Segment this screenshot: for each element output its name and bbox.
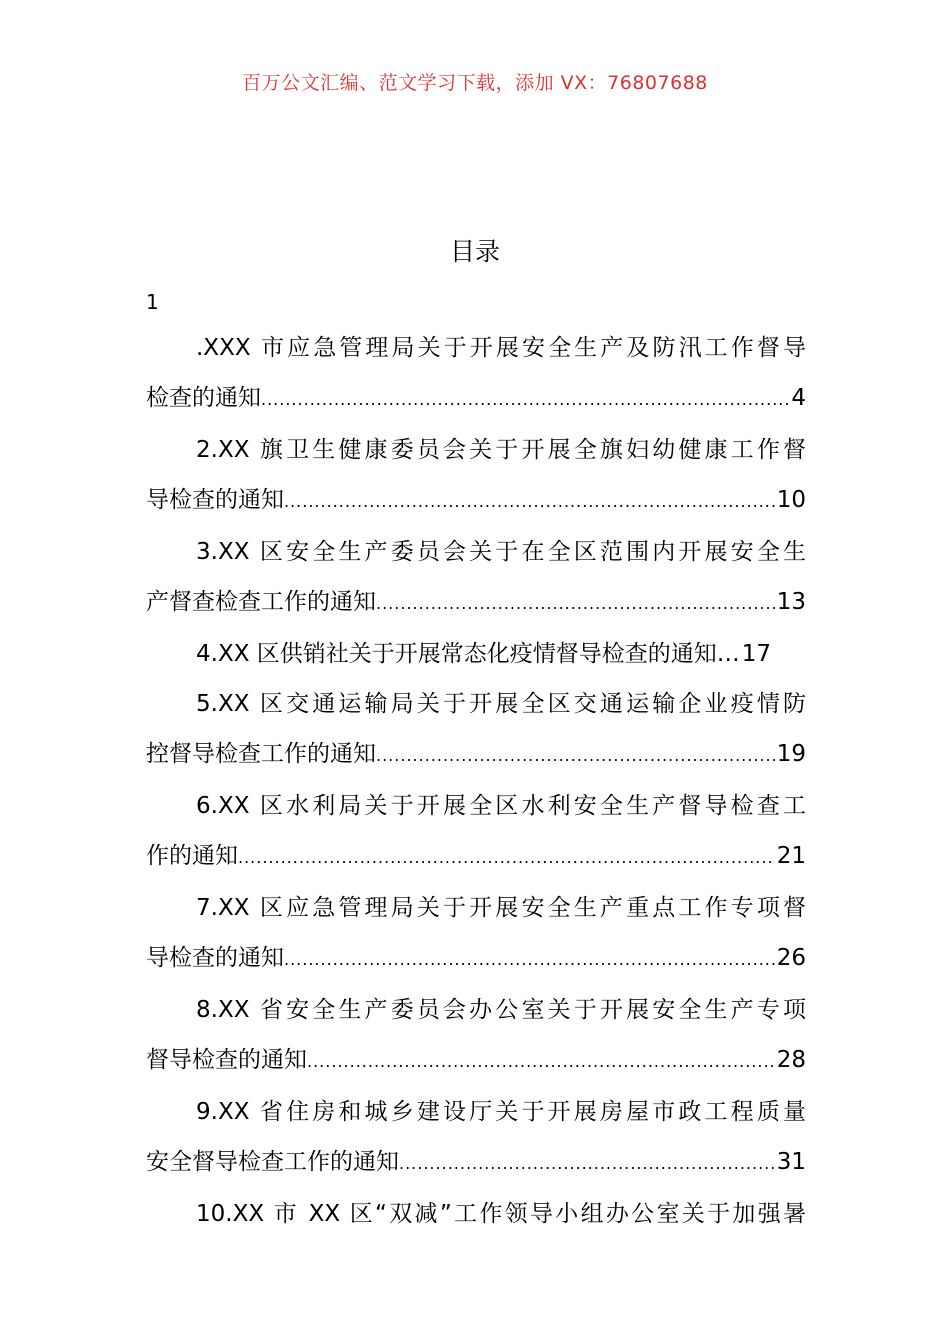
toc-entry-4	[146, 629, 806, 679]
stray-number: 1	[146, 290, 159, 314]
table-of-contents	[146, 323, 806, 1239]
toc-entry-continuation	[146, 1035, 806, 1087]
toc-entry-continuation	[146, 1137, 806, 1189]
dot-leader	[284, 935, 775, 985]
dot-leader	[284, 477, 775, 527]
toc-entry-title-cont: 产督查检查工作的通知	[146, 589, 376, 615]
toc-page-number: 4	[791, 385, 806, 411]
toc-entry-7	[146, 883, 806, 985]
toc-page-number: 13	[776, 589, 806, 615]
toc-entry-1	[146, 323, 806, 425]
dot-leader	[399, 1139, 775, 1189]
toc-entry-2	[146, 425, 806, 527]
toc-entry-continuation	[146, 577, 806, 629]
toc-entry-title-cont: 作的通知	[146, 843, 238, 869]
toc-entry-continuation	[146, 475, 806, 527]
toc-entry-title: 8.XX 省安全生产委员会办公室关于开展安全生产专项	[196, 997, 806, 1023]
toc-entry-title: 5.XX 区交通运输局关于开展全区交通运输企业疫情防	[196, 691, 806, 717]
toc-entry-title: 3.XX 区安全生产委员会关于在全区范围内开展安全生	[196, 539, 806, 565]
toc-entry-title: 6.XX 区水利局关于开展全区水利安全生产督导检查工	[196, 793, 806, 819]
toc-entry-9	[146, 1087, 806, 1189]
toc-entry-5	[146, 679, 806, 781]
toc-entry-title-cont: 检查的通知	[146, 385, 261, 411]
toc-page-number: 19	[776, 741, 806, 767]
toc-entry-10	[146, 1189, 806, 1239]
toc-entry-single-line	[146, 629, 806, 679]
dot-leader	[261, 375, 789, 425]
toc-page-number: 31	[776, 1149, 806, 1175]
toc-page-number: 28	[776, 1047, 806, 1073]
toc-entry-title: 10.XX 市 XX 区“双减”工作领导小组办公室关于加强暑	[196, 1201, 806, 1227]
toc-page-number: 21	[776, 843, 806, 869]
dot-leader	[376, 731, 775, 781]
toc-entry-title: 9.XX 省住房和城乡建设厅关于开展房屋市政工程质量	[196, 1099, 806, 1125]
toc-entry-title: 7.XX 区应急管理局关于开展安全生产重点工作专项督	[196, 895, 806, 921]
dot-leader	[307, 1037, 775, 1087]
toc-page-number: 26	[776, 945, 806, 971]
toc-entry-continuation	[146, 933, 806, 985]
toc-entry-continuation	[146, 373, 806, 425]
toc-entry-title: 4.XX 区供销社关于开展常态化疫情督导检查的通知…	[196, 641, 740, 667]
dot-leader	[238, 833, 775, 883]
page-title: 目录	[449, 237, 500, 266]
watermark-header: 百万公文汇编、范文学习下载，添加 VX：76807688	[242, 72, 708, 94]
toc-entry-6	[146, 781, 806, 883]
toc-entry-continuation	[146, 729, 806, 781]
toc-entry-title-cont: 督导检查的通知	[146, 1047, 307, 1073]
dot-leader	[376, 579, 775, 629]
toc-entry-title-cont: 安全督导检查工作的通知	[146, 1149, 399, 1175]
toc-entry-3	[146, 527, 806, 629]
toc-entry-continuation	[146, 831, 806, 883]
toc-entry-title-cont: 控督导检查工作的通知	[146, 741, 376, 767]
toc-entry-title-cont: 导检查的通知	[146, 487, 284, 513]
toc-page-number: 17	[741, 641, 772, 667]
toc-entry-8	[146, 985, 806, 1087]
toc-page-number: 10	[776, 487, 806, 513]
toc-entry-title: 2.XX 旗卫生健康委员会关于开展全旗妇幼健康工作督	[196, 437, 806, 463]
toc-entry-title-cont: 导检查的通知	[146, 945, 284, 971]
toc-entry-title: .XXX 市应急管理局关于开展安全生产及防汛工作督导	[196, 335, 806, 361]
